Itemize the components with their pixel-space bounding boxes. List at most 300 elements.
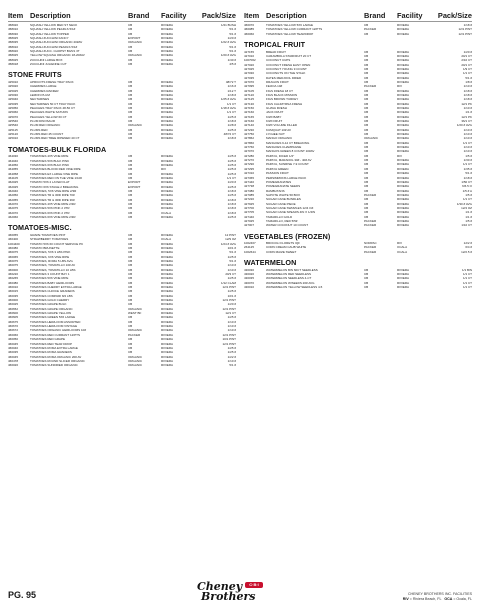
item-description: TOMATOES RED TEAR DROP <box>30 341 72 346</box>
item-description: TOMATOES BLOOD RED VINE RIPE <box>30 167 81 172</box>
item-pack-size: 5/1 # <box>229 49 236 54</box>
item-description: WATERMELON W/SEEDS 20# AVG <box>266 280 315 285</box>
item-description: PLUMS RED 45 COUNT <box>30 132 64 137</box>
item-description: RAMBUTANS <box>266 188 285 193</box>
item-pack-size: 5/1 # <box>465 75 472 80</box>
item-facility: RIVIERA <box>397 23 410 27</box>
item-facility: RIVIERA <box>161 106 174 110</box>
item-brand: CB <box>128 44 133 49</box>
item-pack-size: 1/1 CT <box>462 285 472 290</box>
item-brand: CB <box>364 106 369 110</box>
item-brand: CB <box>364 88 369 93</box>
item-facility: RIVIERA <box>161 328 174 333</box>
item-brand: CB <box>364 145 369 150</box>
item-description: ZUCCHINI JULIENNE CUT <box>30 62 67 67</box>
item-facility: RIVIERA <box>397 166 410 171</box>
item-facility: RIVIERA <box>161 175 174 180</box>
item-pack-size: 5/1 # <box>229 31 236 36</box>
item-description: PLUMS RED TREE RIPENED 40 CT <box>30 136 80 141</box>
item-pack-size: 6/6.5 O <box>462 184 472 189</box>
item-brand: CB <box>364 66 369 71</box>
item-description: WATERMELON SEEDLESS 4-CT <box>266 276 312 281</box>
item-number: 427070 <box>244 79 255 84</box>
item-description: WATERMELON RED SEEDLESS <box>266 272 312 276</box>
item-brand: CB <box>364 75 369 80</box>
item-pack-size: 12/2.5 # <box>461 249 472 254</box>
item-pack-size: 5/1 # <box>465 171 472 176</box>
item-pack-size: 1/10 # <box>227 267 236 272</box>
item-number: 466075 <box>8 250 19 255</box>
item-facility: RIVIERA <box>161 350 174 355</box>
item-description: CARAMBOLA STARFRUIT 20 CT <box>266 53 312 58</box>
item-facility: RIVIERA <box>397 101 410 106</box>
item-facility: RIVIERA <box>397 136 410 141</box>
item-facility: RIVIERA <box>161 332 174 337</box>
item-description: SUGAR CANE BUNDLES <box>266 197 301 202</box>
item-number: 430070 <box>244 280 255 285</box>
item-pack-size: 5/1 # <box>229 27 236 32</box>
item-number: 462025 <box>8 184 19 189</box>
item-facility: RIVIERA <box>161 202 174 207</box>
item-description: TOMATOES ROMA ORGANIC 20# AV <box>30 354 82 359</box>
item-number: 466220 <box>8 272 19 276</box>
item-description: FEIJOA 10# <box>266 84 283 89</box>
item-facility: OCALA <box>397 249 408 254</box>
item-description: TOMATOES GRAPE YELLOW <box>30 311 72 316</box>
item-number: 427220 <box>244 197 255 202</box>
item-facility: RIVIERA <box>161 180 174 185</box>
item-pack-size: 1/10 # <box>463 149 472 154</box>
item-facility: RIVIERA <box>397 58 410 63</box>
item-number: 427738 <box>244 184 255 189</box>
item-facility: RIVIERA <box>397 66 410 71</box>
item-number: 458035 <box>8 40 19 45</box>
item-facility: RIVIERA <box>161 306 174 311</box>
item-number: 427760 <box>244 145 255 150</box>
item-facility: RIVIERA <box>397 92 410 97</box>
item-brand: ORGANIC <box>128 363 143 368</box>
item-description: POMEGRANATE SEEDS <box>266 184 301 189</box>
item-number: 466045 <box>8 341 19 346</box>
item-pack-size: 12/1 PINT <box>458 31 472 36</box>
item-brand: CB <box>128 101 133 106</box>
item-pack-size: 5/1 # <box>229 258 236 263</box>
item-number: 425025 <box>8 88 19 93</box>
item-facility: RIVIERA <box>397 272 410 276</box>
item-facility: RIVIERA <box>161 23 174 27</box>
item-brand: CB <box>128 232 133 237</box>
right-column <box>244 10 472 289</box>
item-pack-size: 1/20 # <box>227 302 236 307</box>
header-facility: Facility <box>397 11 423 20</box>
item-description: NECTARINES <box>30 97 50 102</box>
item-pack-size: 12/1 PINT <box>222 341 236 346</box>
item-description: GUAVA FRESH <box>266 106 287 110</box>
item-brand: CB <box>364 97 369 102</box>
item-brand: CB <box>128 298 133 303</box>
item-number: 427862 <box>244 136 255 141</box>
item-pack-size: 1/20 # <box>463 49 472 54</box>
item-number: 427095 <box>244 84 255 89</box>
item-brand: CB <box>364 201 369 206</box>
item-brand: CB <box>364 53 369 58</box>
item-brand: CB <box>128 97 133 102</box>
item-number: 425540 <box>8 123 19 128</box>
item-brand: CB <box>128 162 133 167</box>
item-description: PEACHES TRAY PACK 48-50 CT <box>30 106 75 110</box>
item-pack-size: 1/18 # <box>227 197 236 202</box>
item-brand: PACKER <box>364 245 377 250</box>
item-brand: CB <box>128 289 133 294</box>
table-row <box>8 215 236 219</box>
item-facility: RIVIERA <box>397 171 410 176</box>
item-facility: RIVIERA <box>161 123 174 128</box>
item-description: TOMATO 5X6 2 LAYER FLAT <box>30 180 70 185</box>
item-facility: RIVIERA <box>161 302 174 307</box>
item-brand: CB <box>364 49 369 54</box>
item-number: 464055 <box>8 167 19 172</box>
item-pack-size: 1/10 # <box>227 328 236 333</box>
item-number: 427030 <box>244 71 255 76</box>
item-number: 427290 <box>244 162 255 167</box>
item-number: 462025 <box>8 180 19 185</box>
item-brand: CB <box>364 71 369 76</box>
item-pack-size: 1/20 # AVG <box>220 53 236 58</box>
item-brand: CB <box>364 188 369 193</box>
item-pack-size: 1/5 # <box>465 153 472 158</box>
header-brand: Brand <box>364 11 386 20</box>
item-brand: CB <box>364 171 369 176</box>
item-pack-size: 1/25 # <box>227 215 236 220</box>
item-pack-size: 1/10 CT <box>461 223 472 228</box>
item-description: TOMATO 6X6 STAGE 2 BREAKING <box>30 184 79 189</box>
item-pack-size: 1/18 # <box>227 206 236 211</box>
item-description: MANGOS GREEN 8 COUNT 10#AV <box>266 149 315 154</box>
item-number: 425115 <box>8 127 18 132</box>
header-brand: Brand <box>128 11 150 20</box>
item-number: 464105 <box>8 175 19 180</box>
item-description: TOMATOES CHERRY EXTRA LARGE <box>30 285 82 290</box>
item-pack-size: 1/1 CT <box>226 175 236 180</box>
item-brand: CB <box>364 272 369 276</box>
item-brand: CB <box>128 324 133 329</box>
cheney-brothers-logo <box>197 582 287 604</box>
item-description: DRAGON FRUIT <box>266 79 289 84</box>
item-pack-size: 1/10 # <box>463 145 472 150</box>
item-brand: CB <box>128 210 133 215</box>
item-description: CORN MAIZE SWEET <box>266 249 297 254</box>
item-facility: RIVIERA <box>161 341 174 346</box>
item-number: 466015 <box>8 289 19 294</box>
item-description: TOMATOES GRAPE ORGANIC <box>30 306 73 311</box>
item-number: 427070 <box>244 149 255 154</box>
item-number: 458025 <box>8 57 19 62</box>
item-pack-size: 1/16 # <box>227 84 236 89</box>
item-description: TOMATOES EX LARGE VINE RIPE <box>30 171 79 176</box>
item-pack-size: 1/50 CT <box>461 179 472 184</box>
item-brand: CB <box>128 119 133 124</box>
item-facility: RIVIERA <box>161 57 174 62</box>
item-brand: CB <box>364 158 369 163</box>
item-facility: RIVIERA <box>161 263 174 268</box>
item-description: PLUM RED ORGANIC <box>30 123 61 128</box>
item-number: 466672 <box>8 328 19 333</box>
item-facility: RIVIERA <box>397 214 410 219</box>
item-description: TOMATO BRUNETTE <box>30 245 60 250</box>
item-number: 466026 <box>8 363 19 368</box>
item-pack-size: 1/10 # <box>463 132 472 137</box>
item-pack-size: 1/35 # <box>463 166 472 171</box>
item-number: 427165 <box>244 114 255 119</box>
item-number: 458010 <box>8 27 19 32</box>
item-number: 427010 <box>244 53 255 58</box>
item-pack-size: 5/1 # <box>229 44 236 49</box>
item-brand: CB <box>128 293 133 298</box>
item-brand: CB <box>128 319 133 324</box>
item-brand: CB <box>128 57 133 62</box>
table-row <box>8 136 236 140</box>
item-brand: CB <box>128 84 133 89</box>
item-facility: RIVIERA <box>161 44 174 49</box>
item-number: 466000 <box>8 267 19 272</box>
section-title: STONE FRUITS <box>8 70 62 80</box>
item-brand: CB <box>128 23 133 27</box>
item-brand: CB <box>364 92 369 97</box>
item-description: PEACHES YELLOW 60 CT <box>30 114 67 119</box>
item-brand: CB <box>128 337 133 342</box>
item-facility: RIVIERA <box>161 114 174 119</box>
item-description: JACK FRUIT <box>266 110 284 115</box>
item-description: POMEGRANATES <box>266 179 292 184</box>
item-number: 466035 <box>8 293 19 298</box>
item-facility: RIVIERA <box>161 110 174 115</box>
item-brand: CB <box>128 106 133 110</box>
item-description: TOMATOES 6X6 PINK 2 3TR <box>30 210 70 215</box>
item-number: 425540 <box>8 119 19 124</box>
item-pack-size: 1/20 # <box>227 180 236 185</box>
item-pack-size: 5/1 # <box>229 250 236 255</box>
item-description: TOMATOES 5X6 BULK PINK <box>30 158 70 163</box>
item-pack-size: 5/1 # <box>229 363 236 368</box>
item-pack-size: 1/1 CT <box>462 197 472 202</box>
header-pack-size: Pack/Size <box>437 11 472 20</box>
item-description: WATERMELON BIN 60CT SEEDLESS <box>266 267 318 272</box>
item-description: TOMATOES TR & 3RD RIPE 70# <box>30 193 75 198</box>
item-description: CHERRIES RAINIER <box>30 88 59 93</box>
item-description: PAPAYA, SUNRISE 7-9 COUNT <box>266 162 309 167</box>
item-pack-size: 1/1 CT <box>462 162 472 167</box>
item-description: FIGS FRESH 18 CT <box>266 88 294 93</box>
item-number: 458030 <box>8 31 19 36</box>
item-facility: RIVIERA <box>397 88 410 93</box>
item-number: 466065 <box>8 254 19 259</box>
item-pack-size: 36/1 CT <box>461 119 472 124</box>
item-brand: CB <box>128 263 133 268</box>
item-brand: CB <box>364 184 369 189</box>
item-facility: RIV <box>161 167 167 172</box>
item-brand: CB <box>364 214 369 219</box>
item-number: 466075 <box>8 258 19 263</box>
item-pack-size: 1/25 # <box>227 114 236 119</box>
item-brand: CB <box>364 31 369 36</box>
item-pack-size: 20/3 CT <box>225 272 236 276</box>
item-facility: RIVIERA <box>161 127 174 132</box>
table-row <box>8 62 236 66</box>
item-number: 466265 <box>8 276 19 281</box>
item-brand: CB <box>128 132 133 137</box>
item-facility: RIVIERA <box>397 158 410 163</box>
item-facility: RIVIERA <box>161 258 174 263</box>
item-description: TOMATOES GRAPE BULK <box>30 302 67 307</box>
item-brand: EXPORT <box>128 184 141 189</box>
item-pack-size: 1/18 # <box>227 189 236 193</box>
item-pack-size: 1/18 # <box>463 97 472 102</box>
section-title: TROPICAL FRUIT <box>244 40 306 50</box>
item-facility: RIVIERA <box>161 197 174 202</box>
item-description: BROCOLI FLORETS IQF <box>266 241 301 246</box>
item-facility: RIVIERA <box>161 232 174 237</box>
item-number: 464058 <box>8 171 19 176</box>
item-pack-size: 1/12 CLAM <box>220 280 236 285</box>
item-facility: RIVIERA <box>397 145 410 150</box>
item-facility: RIVIERA <box>397 31 410 36</box>
item-facility: RIVIERA <box>161 79 174 84</box>
item-description: PLUMS RED <box>30 127 48 132</box>
item-description: TOMATOES 4X5 VINE RIPE 2/3R <box>30 202 76 207</box>
table-row <box>244 250 472 254</box>
item-number: 1007062 <box>244 58 256 63</box>
item-number: 430010 <box>244 285 255 290</box>
section-title: TOMATOES-MISC. <box>8 223 72 233</box>
item-brand: CB <box>364 123 369 128</box>
item-brand: CB <box>128 114 133 119</box>
item-brand: ORGANIC <box>128 53 143 58</box>
item-brand: CB <box>364 285 369 290</box>
item-number: 427020 <box>244 62 255 67</box>
item-pack-size: 1/10 # <box>463 127 472 132</box>
item-number: 425030 <box>8 92 19 97</box>
item-facility: RIVIERA <box>161 154 174 159</box>
item-facility: RIVIERA <box>161 92 174 97</box>
item-facility: RIVIERA <box>397 267 410 272</box>
logo-line-2: Brothers <box>201 590 256 603</box>
item-facility: OCALA <box>397 245 408 250</box>
item-description: WATER COCONUT 10 COUNT <box>266 223 309 228</box>
item-facility: RIVIERA <box>161 49 174 54</box>
item-number: 462075 <box>8 206 19 211</box>
item-pack-size: 1/10 # <box>227 358 236 363</box>
item-brand: CB <box>364 140 369 145</box>
item-pack-size: 20/1 CT <box>461 62 472 67</box>
item-description: TOMATOES BABY HEIRLOOMS <box>30 280 75 285</box>
item-brand: CB <box>128 154 133 159</box>
item-number: 1002644 <box>244 249 256 254</box>
item-brand: CB <box>128 202 133 207</box>
facility-riv-name: = Riviera Beach, FL <box>409 597 442 601</box>
item-pack-size: 1/25 # <box>227 254 236 259</box>
item-pack-size: 1/10 # <box>463 136 472 141</box>
item-brand: CB <box>364 114 369 119</box>
item-number: 425060 <box>8 110 19 115</box>
item-brand: CB <box>364 119 369 124</box>
item-number: 427160 <box>244 119 255 124</box>
item-description: TAMARILLO GOLD <box>266 214 293 219</box>
item-facility: RIVIERA <box>397 110 410 115</box>
item-pack-size: 1/25 # <box>227 184 236 189</box>
item-description: CORN CREAM CAUB WHITE <box>266 245 307 250</box>
item-number: 430030 <box>244 267 255 272</box>
item-number: 425010 <box>8 136 19 141</box>
item-brand: CB <box>128 245 133 250</box>
item-number: 427025 <box>244 218 255 223</box>
item-pack-size: 10/1 # <box>227 245 236 250</box>
item-description: KIWI FRUIT <box>266 119 283 124</box>
item-pack-size: 1/25 # <box>227 167 236 172</box>
item-number: 458020 <box>8 23 19 27</box>
item-brand: CB <box>128 315 133 320</box>
item-pack-size: 1/18 # <box>227 210 236 215</box>
item-number: 427270 <box>244 158 255 163</box>
item-number: 466670 <box>8 324 19 329</box>
item-facility: RIVIERA <box>161 280 174 285</box>
item-description: MANGO ORGANIC <box>266 136 293 141</box>
item-number: 427130 <box>244 101 255 106</box>
item-facility: RIVIERA <box>397 75 410 80</box>
item-description: PAPAYA GREEN <box>266 166 289 171</box>
facility-oca-code: OCA <box>444 597 453 601</box>
item-brand: CB <box>128 215 133 220</box>
item-number: 427925 <box>244 201 255 206</box>
item-description: COCONUT CUPS <box>266 58 291 63</box>
item-facility: RIVIERA <box>161 315 174 320</box>
left-column <box>8 10 236 368</box>
item-pack-size: 1/10 # <box>227 319 236 324</box>
item-description: KIWI VOLUME FILLED <box>266 123 298 128</box>
item-description: TOMATOES YELLOW CURRANT 12/PTS <box>266 27 323 32</box>
item-number: 427035 <box>244 75 255 80</box>
header-facility: Facility <box>161 11 187 20</box>
item-brand: CB <box>128 189 133 193</box>
item-number: 466400 <box>8 237 19 242</box>
section-title: VEGETABLES (FROZEN) <box>244 231 331 241</box>
item-pack-size: 1/5 # A <box>462 188 472 193</box>
item-description: KUMQUAT 10# AV <box>266 127 292 132</box>
item-pack-size: 48/72 CT <box>223 132 236 137</box>
item-brand: ORGANIC <box>128 123 143 128</box>
item-number: 464040 <box>8 158 19 163</box>
item-brand: CB <box>128 254 133 259</box>
item-pack-size: 1/1 CT <box>462 272 472 276</box>
item-number: 427860 <box>244 140 255 145</box>
item-pack-size: 1/18 # <box>463 92 472 97</box>
item-number: 466070 <box>244 23 255 27</box>
item-description: TOMATOES 6X6 VINE RIPE 2/3R <box>30 215 76 220</box>
item-description: TOMATOES GOLD CHERRY <box>30 298 70 303</box>
item-description: TOMATOES HEIRLOOM ASSORTED <box>30 319 81 324</box>
item-number: 466040 <box>8 345 19 350</box>
item-brand: CB <box>128 258 133 263</box>
item-brand: CB <box>364 175 369 180</box>
item-facility: RIVIERA <box>161 119 174 124</box>
item-brand: ORGANIC <box>128 40 143 45</box>
item-description: NECTARINES 50 CT TRAY PACK <box>30 101 76 106</box>
item-description: TOMATOES YELLOW 5X6 LARGE <box>266 23 313 27</box>
item-number: 430035 <box>244 276 255 281</box>
item-pack-size: 1/25 # <box>227 127 236 132</box>
item-brand: CB <box>364 110 369 115</box>
item-number: 466085 <box>244 27 255 32</box>
item-facility: RIVIERA <box>397 62 410 67</box>
